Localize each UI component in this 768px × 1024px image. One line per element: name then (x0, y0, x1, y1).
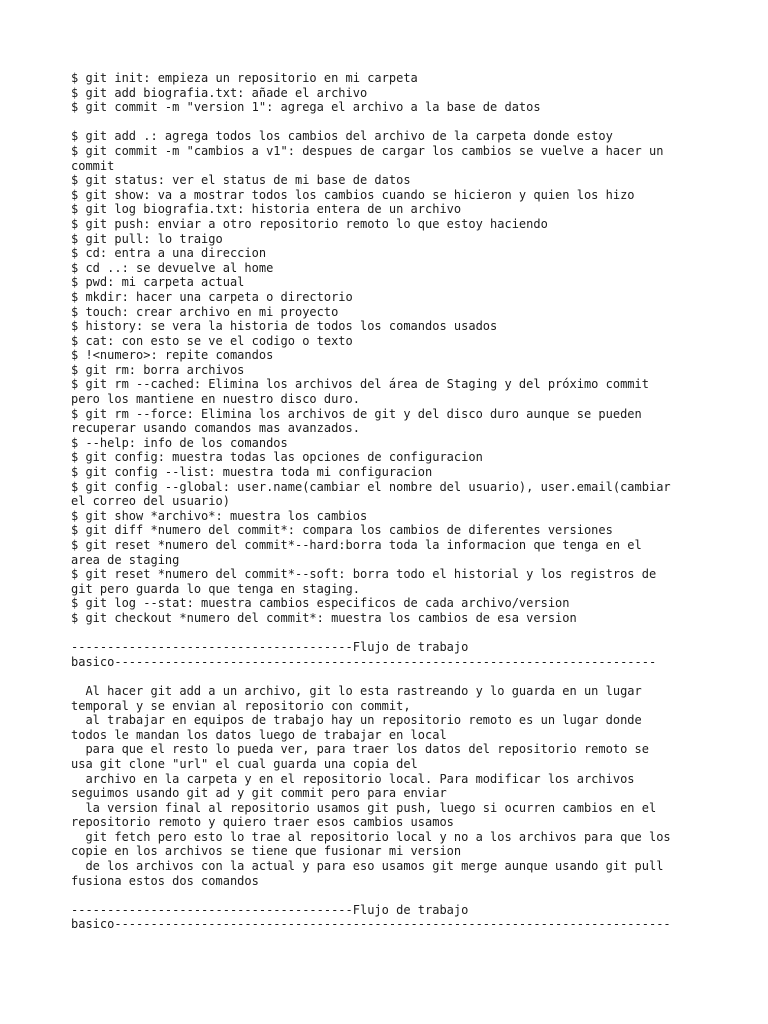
text-line: ---------------------------------------Flujo de trabajo (71, 902, 469, 917)
text-line: $ git show *archivo*: muestra los cambios (71, 508, 368, 523)
text-line: todos le mandan los datos luego de trabajar en local (71, 727, 447, 742)
text-line: $ git config --global: user.name(cambiar el nombre del usuario), user.email(cambiar (71, 479, 671, 494)
text-line: para que el resto lo pueda ver, para traer los datos del repositorio remoto se (71, 742, 649, 757)
text-block (71, 129, 711, 625)
text-line: $ git config --list: muestra toda mi configuracion (71, 465, 433, 480)
blank-line (71, 115, 711, 130)
blank-line (71, 626, 711, 641)
text-line: $ history: se vera la historia de todos los comandos usados (71, 319, 498, 334)
text-line: basico--------------------------------------------------------------------------- (71, 654, 657, 669)
text-line: seguimos usando git ad y git commit pero para enviar (71, 786, 447, 801)
text-line: $ git checkout *numero del commit*: muestra los cambios de esa version (71, 610, 577, 625)
text-line: $ git diff *numero del commit*: compara los cambios de diferentes versiones (71, 523, 613, 538)
text-line: commit (71, 158, 115, 173)
text-line: $ cd ..: se devuelve al home (71, 260, 274, 275)
text-line: usa git clone "url" el cual guarda una copia del (71, 756, 418, 771)
blank-line (71, 669, 711, 684)
text-line: $ git rm --force: Elimina los archivos de git y del disco duro aunque se pueden (71, 406, 642, 421)
text-line: $ git log --stat: muestra cambios especificos de cada archivo/version (71, 596, 570, 611)
text-line: $ git log biografia.txt: historia entera de un archivo (71, 202, 462, 217)
text-line: $ git show: va a mostrar todos los cambios cuando se hicieron y quien los hizo (71, 187, 635, 202)
text-line: repositorio remoto y quiero traer esos cambios usamos (71, 815, 454, 830)
text-line: $ git add biografia.txt: añade el archivo (71, 85, 368, 100)
text-line: pero los mantiene en nuestro disco duro. (71, 392, 360, 407)
text-line: la version final al repositorio usamos git push, luego si ocurren cambios en el (71, 800, 657, 815)
text-line: $ touch: crear archivo en mi proyecto (71, 304, 339, 319)
text-line: $ mkdir: hacer una carpeta o directorio (71, 289, 353, 304)
text-line: copie en los archivos se tiene que fusionar mi version (71, 844, 462, 859)
text-line: $ cd: entra a una direccion (71, 246, 267, 261)
text-line: $ git add .: agrega todos los cambios del archivo de la carpeta donde estoy (71, 129, 613, 144)
text-line: al trabajar en equipos de trabajo hay un repositorio remoto es un lugar donde (71, 713, 642, 728)
text-block (71, 640, 711, 669)
text-line: recuperar usando comandos mas avanzados. (71, 421, 360, 436)
text-line: $ git reset *numero del commit*--soft: borra todo el historial y los registros de (71, 567, 657, 582)
text-line: area de staging (71, 552, 180, 567)
text-line: $ git config: muestra todas las opciones de configuracion (71, 450, 483, 465)
text-line: $ git status: ver el status de mi base de datos (71, 173, 411, 188)
text-line: archivo en la carpeta y en el repositorio local. Para modificar los archivos (71, 771, 635, 786)
text-line: ---------------------------------------Flujo de trabajo (71, 640, 469, 655)
text-line: git pero guarda lo que tenga en staging. (71, 581, 360, 596)
text-line: Al hacer git add a un archivo, git lo esta rastreando y lo guarda en un lugar (71, 683, 642, 698)
text-line: temporal y se envian al repositorio con commit, (71, 698, 411, 713)
text-line: $ cat: con esto se ve el codigo o texto (71, 333, 353, 348)
blank-line (71, 888, 711, 903)
text-line: $ !<numero>: repite comandos (71, 348, 274, 363)
text-line: $ git rm --cached: Elimina los archivos del área de Staging y del próximo commit (71, 377, 649, 392)
text-line: $ git reset *numero del commit*--hard:borra toda la informacion que tenga en el (71, 538, 642, 552)
text-block (71, 71, 711, 115)
text-line: $ --help: info de los comandos (71, 435, 288, 450)
text-line: $ git commit -m "cambios a v1": despues de cargar los cambios se vuelve a hacer un (71, 143, 664, 158)
document-body (71, 71, 711, 932)
text-block (71, 684, 711, 888)
text-line: el correo del usuario) (71, 494, 230, 509)
text-line: git fetch pero esto lo trae al repositorio local y no a los archivos para que los (71, 829, 671, 844)
text-block (71, 903, 711, 932)
text-line: $ git push: enviar a otro repositorio remoto lo que estoy haciendo (71, 216, 548, 231)
text-line: $ git init: empieza un repositorio en mi carpeta (71, 71, 418, 85)
text-line: basico----------------------------------------------------------------------------- (71, 917, 671, 932)
text-line: $ git rm: borra archivos (71, 362, 245, 377)
text-line: fusiona estos dos comandos (71, 873, 259, 888)
text-line: $ git pull: lo traigo (71, 231, 223, 246)
text-line: $ git commit -m "version 1": agrega el archivo a la base de datos (71, 100, 541, 115)
text-line: de los archivos con la actual y para eso usamos git merge aunque usando git pull (71, 859, 664, 874)
text-line: $ pwd: mi carpeta actual (71, 275, 245, 290)
